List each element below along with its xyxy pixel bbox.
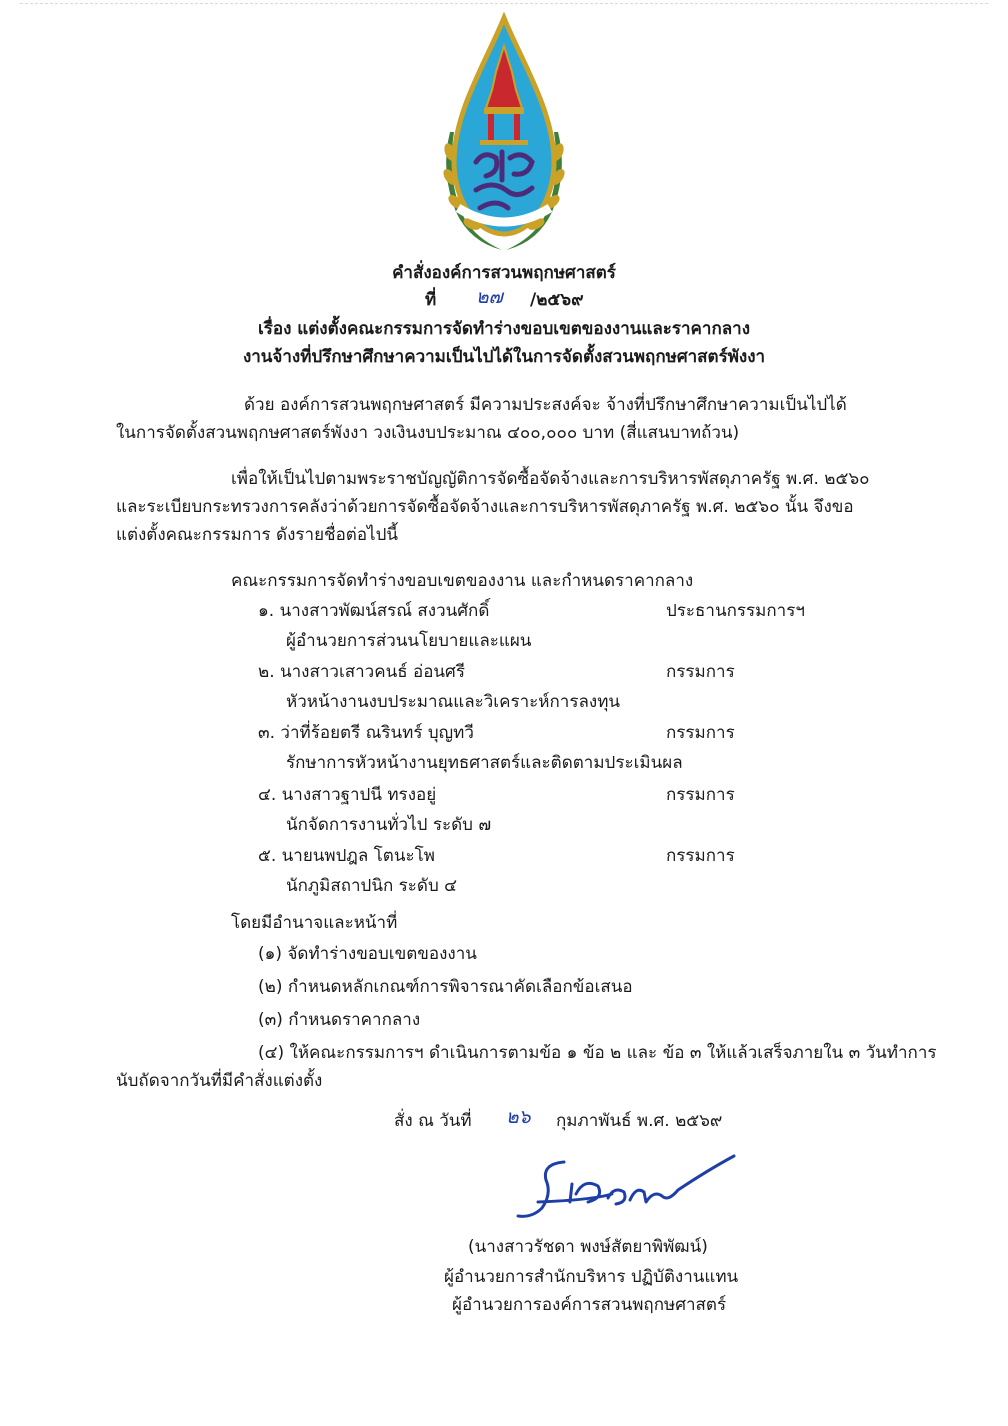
- signature-icon: [512, 1150, 742, 1225]
- member-name: ๑. นางสาวพัฒน์สรณ์ สงวนศักดิ์: [258, 601, 490, 621]
- date-prefix: สั่ง ณ วันที่: [394, 1111, 472, 1131]
- committee-heading: คณะกรรมการจัดทำร่างขอบเขตของงาน และกำหนดราคากลาง: [231, 571, 694, 591]
- order-number-prefix: ที่: [425, 290, 437, 310]
- order-number-handwritten: ๒๗: [476, 286, 503, 308]
- signer-title-1: ผู้อำนวยการสำนักบริหาร ปฏิบัติงานแทน: [444, 1267, 739, 1287]
- top-border: [20, 3, 988, 4]
- duty-item: (๑) จัดทำร่างขอบเขตของงาน: [258, 944, 477, 964]
- paragraph-1-line-1: ด้วย องค์การสวนพฤกษศาสตร์ มีความประสงค์จะ จ้างที่ปรึกษาศึกษาความเป็นไปได้: [244, 395, 847, 415]
- duties-heading: โดยมีอำนาจและหน้าที่: [231, 913, 398, 933]
- member-position: นักจัดการงานทั่วไป ระดับ ๗: [286, 815, 492, 835]
- subject-line-2: งานจ้างที่ปรึกษาศึกษาความเป็นไปได้ในการจัดตั้งสวนพฤกษศาสตร์พังงา: [242, 347, 766, 367]
- duty-item-continuation: นับถัดจากวันที่มีคำสั่งแต่งตั้ง: [116, 1071, 323, 1091]
- member-role: กรรมการ: [666, 846, 735, 866]
- date-day-handwritten: ๒๖: [506, 1106, 531, 1128]
- member-name: ๔. นางสาวฐาปนี ทรงอยู่: [258, 785, 437, 805]
- paragraph-2-line-1: เพื่อให้เป็นไปตามพระราชบัญญัติการจัดซื้อจัดจ้างและการบริหารพัสดุภาครัฐ พ.ศ. ๒๕๖๐: [231, 469, 870, 489]
- member-role: กรรมการ: [666, 662, 735, 682]
- order-number-suffix: /๒๕๖๙: [530, 290, 584, 310]
- duty-item: (๔) ให้คณะกรรมการฯ ดำเนินการตามข้อ ๑ ข้อ ๒ และ ข้อ ๓ ให้แล้วเสร็จภายใน ๓ วันทำการ: [258, 1043, 937, 1063]
- date-suffix: กุมภาพันธ์ พ.ศ. ๒๕๖๙: [556, 1111, 723, 1131]
- member-role: กรรมการ: [666, 785, 735, 805]
- duty-item: (๒) กำหนดหลักเกณฑ์การพิจารณาคัดเลือกข้อเสนอ: [258, 977, 633, 997]
- member-position: นักภูมิสถาปนิก ระดับ ๔: [286, 876, 458, 896]
- duty-item: (๓) กำหนดราคากลาง: [258, 1010, 421, 1030]
- signer-title-2: ผู้อำนวยการองค์การสวนพฤกษศาสตร์: [452, 1295, 727, 1315]
- member-name: ๒. นางสาวเสาวคนธ์ อ่อนศรี: [258, 662, 465, 682]
- subject-line-1: เรื่อง แต่งตั้งคณะกรรมการจัดทำร่างขอบเขตของงานและราคากลาง: [257, 319, 751, 339]
- member-position: ผู้อำนวยการส่วนนโยบายและแผน: [286, 631, 532, 651]
- paragraph-1-line-2: ในการจัดตั้งสวนพฤกษศาสตร์พังงา วงเงินงบประมาณ ๔๐๐,๐๐๐ บาท (สี่แสนบาทถ้วน): [116, 423, 740, 443]
- member-name: ๕. นายนพปฎล โตนะโพ: [258, 846, 435, 866]
- member-role: ประธานกรรมการฯ: [666, 601, 805, 621]
- order-title: คำสั่งองค์การสวนพฤกษศาสตร์: [392, 263, 616, 283]
- member-name: ๓. ว่าที่ร้อยตรี ณรินทร์ บุญทวี: [258, 723, 474, 743]
- paragraph-2-line-2: และระเบียบกระทรวงการคลังว่าด้วยการจัดซื้อจัดจ้างและการบริหารพัสดุภาครัฐ พ.ศ. ๒๕๖๐ นั้น จึงขอ: [116, 497, 854, 517]
- signer-name: (นางสาวรัชดา พงษ์สัตยาพิพัฒน์): [468, 1237, 708, 1257]
- paragraph-2-line-3: แต่งตั้งคณะกรรมการ ดังรายชื่อต่อไปนี้: [116, 525, 398, 545]
- member-role: กรรมการ: [666, 723, 735, 743]
- member-position: รักษาการหัวหน้างานยุทธศาสตร์และติดตามประเมินผล: [286, 753, 683, 773]
- organization-logo: [436, 12, 572, 256]
- member-position: หัวหน้างานงบประมาณและวิเคราะห์การลงทุน: [286, 692, 621, 712]
